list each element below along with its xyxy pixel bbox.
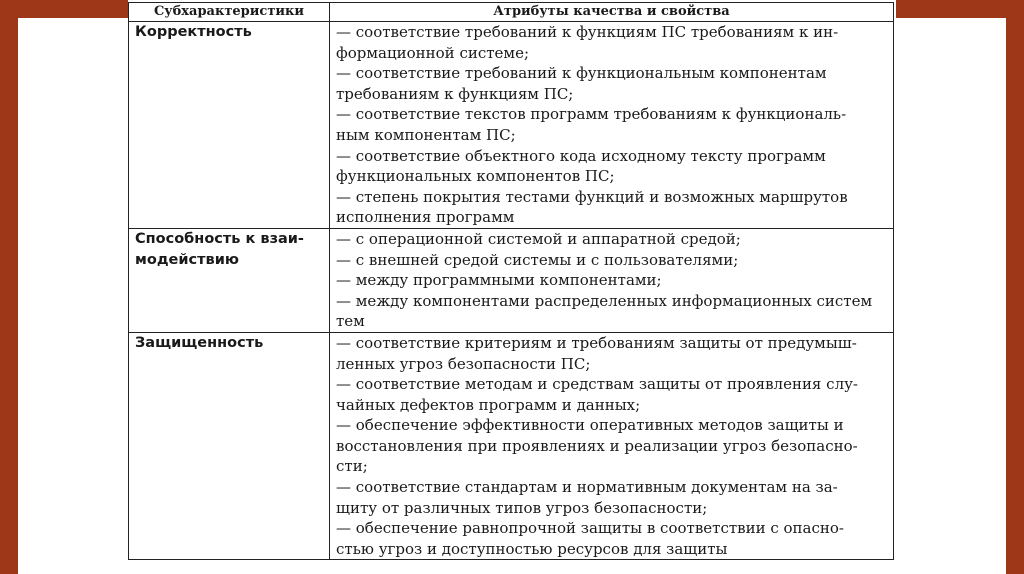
attribute-line: — соответствие стандартам и нормативным документам на за-: [336, 478, 838, 497]
attribute-line: функциональных компонентов ПС;: [336, 167, 615, 186]
frame-left: [0, 18, 18, 574]
attribute-line: — между компонентами распределенных информационных систем: [336, 291, 873, 310]
table-row: [129, 22, 894, 229]
header-attributes: Атрибуты качества и свойства: [330, 3, 894, 22]
attribute-line: — обеспечение эффективности оперативных методов защиты и: [336, 416, 844, 435]
attribute-line: формационной системе;: [336, 43, 530, 62]
document-page: [128, 0, 896, 574]
attribute-line: ным компонентам ПС;: [336, 125, 516, 144]
attribute-line: — с внешней средой системы и с пользователями;: [336, 250, 739, 269]
attribute-line: стью угроз и доступностью ресурсов для защиты: [336, 539, 728, 558]
attribute-line: — обеспечение равнопрочной защиты в соответствии с опасно-: [336, 519, 844, 538]
header-subcharacteristics: Субхарактеристики: [129, 3, 330, 22]
attribute-line: исполнения программ: [336, 208, 515, 227]
attribute-line: восстановления при проявлениях и реализации угроз безопасно-: [336, 436, 858, 455]
attribute-line: — соответствие объектного кода исходному тексту программ: [336, 146, 826, 165]
attribute-line: ленных угроз безопасности ПС;: [336, 354, 591, 373]
frame-right: [1006, 18, 1024, 574]
attribute-line: требованиям к функциям ПС;: [336, 84, 574, 103]
table-row: [129, 228, 894, 332]
table-row: [129, 332, 894, 560]
row-correctness-attributes: [330, 22, 894, 229]
subcharacteristic-label: Защищенность: [135, 334, 264, 351]
attribute-line: сти;: [336, 457, 368, 476]
subcharacteristic-label: Корректность: [135, 24, 252, 40]
attribute-line: — соответствие критериям и требованиям защиты от предумыш-: [336, 333, 857, 352]
attribute-line: щиту от различных типов угроз безопасности;: [336, 498, 708, 517]
frame-top-left: [0, 0, 128, 18]
attribute-line: — с операционной системой и аппаратной средой;: [336, 229, 741, 248]
quality-attributes-table: [128, 2, 894, 560]
row-interoperability-name: [129, 228, 330, 332]
row-security-attributes: [330, 332, 894, 560]
attribute-line: чайных дефектов программ и данных;: [336, 395, 641, 414]
row-interoperability-attributes: [330, 228, 894, 332]
subcharacteristic-label: модействию: [135, 251, 239, 268]
attribute-line: — степень покрытия тестами функций и возможных маршрутов: [336, 187, 848, 206]
table-header-row: [129, 3, 894, 22]
attribute-line: тем: [336, 312, 365, 331]
row-correctness-name: [129, 22, 330, 229]
subcharacteristic-label: Способность к взаи-: [135, 230, 304, 247]
attribute-line: — соответствие требований к функциональным компонентам: [336, 64, 827, 83]
attribute-line: — соответствие методам и средствам защиты от проявления слу-: [336, 375, 858, 394]
attribute-line: — соответствие требований к функциям ПС требованиям к ин-: [336, 23, 839, 41]
attribute-line: — соответствие текстов программ требованиям к функциональ-: [336, 105, 847, 124]
attribute-line: — между программными компонентами;: [336, 271, 662, 290]
frame-top-right: [896, 0, 1024, 18]
row-security-name: [129, 332, 330, 560]
